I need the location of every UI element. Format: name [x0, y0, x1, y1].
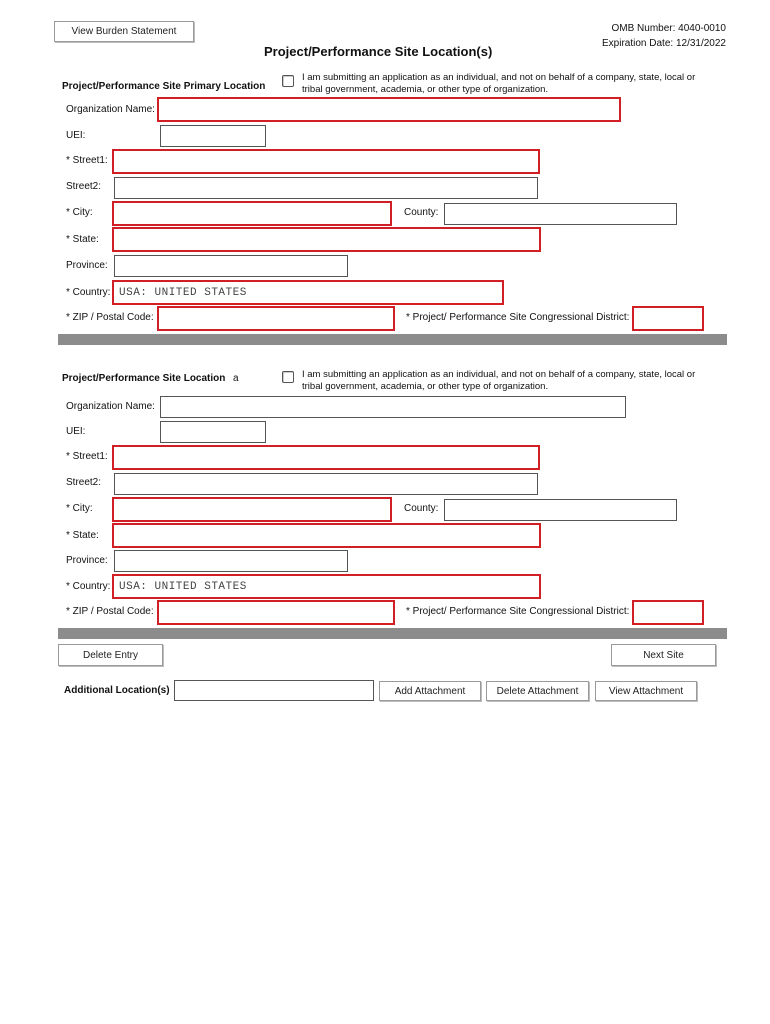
site-a-suffix: a	[233, 373, 239, 384]
site-a-org-name-input[interactable]	[160, 396, 626, 418]
delete-entry-button[interactable]: Delete Entry	[58, 644, 163, 666]
site-a-city-label: * City:	[66, 503, 93, 514]
primary-district-label: * Project/ Performance Site Congressional District:	[406, 312, 630, 323]
site-a-country-label: * Country:	[66, 581, 111, 592]
site-a-county-input[interactable]	[444, 499, 677, 521]
site-a-org-name-label: Organization Name:	[66, 401, 155, 412]
primary-state-label: * State:	[66, 234, 99, 245]
primary-street2-label: Street2:	[66, 181, 102, 192]
site-a-province-input[interactable]	[114, 550, 348, 572]
primary-location-heading: Project/Performance Site Primary Location	[62, 81, 266, 92]
primary-street2-input[interactable]	[114, 177, 538, 199]
primary-uei-label: UEI:	[66, 130, 86, 141]
site-a-street1-input[interactable]	[112, 445, 540, 470]
section-divider-1	[58, 334, 727, 345]
primary-state-input[interactable]	[112, 227, 541, 252]
delete-attachment-button[interactable]: Delete Attachment	[486, 681, 589, 701]
primary-street1-input[interactable]	[112, 149, 540, 174]
site-a-province-label: Province:	[66, 555, 108, 566]
view-burden-statement-button[interactable]: View Burden Statement	[54, 21, 194, 42]
primary-city-input[interactable]	[112, 201, 392, 226]
primary-org-name-input[interactable]	[157, 97, 621, 122]
additional-locations-label: Additional Location(s)	[64, 685, 170, 696]
next-site-button[interactable]: Next Site	[611, 644, 716, 666]
expiration-date: Expiration Date: 12/31/2022	[602, 38, 726, 49]
site-a-zip-input[interactable]	[157, 600, 395, 625]
site-a-country-select[interactable]: USA: UNITED STATES	[112, 574, 541, 599]
primary-zip-label: * ZIP / Postal Code:	[66, 312, 154, 323]
site-a-city-input[interactable]	[112, 497, 392, 522]
primary-org-name-label: Organization Name:	[66, 104, 155, 115]
site-a-state-label: * State:	[66, 530, 99, 541]
primary-city-label: * City:	[66, 207, 93, 218]
site-a-individual-checkbox[interactable]	[282, 371, 294, 383]
site-a-street1-label: * Street1:	[66, 451, 108, 462]
site-a-heading: Project/Performance Site Location	[62, 373, 226, 384]
site-a-district-input[interactable]	[632, 600, 704, 625]
page-title: Project/Performance Site Location(s)	[264, 44, 493, 59]
primary-zip-input[interactable]	[157, 306, 395, 331]
site-a-certification-text: I am submitting an application as an individual, and not on behalf of a company, state, local or tribal government, academia, or other type of organization.	[302, 369, 696, 392]
site-a-district-label: * Project/ Performance Site Congressional District:	[406, 606, 630, 617]
additional-locations-input[interactable]	[174, 680, 374, 701]
primary-country-label: * Country:	[66, 287, 111, 298]
site-a-uei-input[interactable]	[160, 421, 266, 443]
section-divider-2	[58, 628, 727, 639]
site-a-street2-input[interactable]	[114, 473, 538, 495]
primary-district-input[interactable]	[632, 306, 704, 331]
site-a-zip-label: * ZIP / Postal Code:	[66, 606, 154, 617]
site-a-state-input[interactable]	[112, 523, 541, 548]
primary-county-input[interactable]	[444, 203, 677, 225]
view-attachment-button[interactable]: View Attachment	[595, 681, 697, 701]
add-attachment-button[interactable]: Add Attachment	[379, 681, 481, 701]
omb-number: OMB Number: 4040-0010	[611, 23, 726, 34]
site-a-street2-label: Street2:	[66, 477, 102, 488]
primary-street1-label: * Street1:	[66, 155, 108, 166]
primary-certification-text: I am submitting an application as an individual, and not on behalf of a company, state, local or tribal government, academia, or other type of organization.	[302, 72, 696, 95]
primary-country-select[interactable]: USA: UNITED STATES	[112, 280, 504, 305]
site-a-uei-label: UEI:	[66, 426, 86, 437]
primary-county-label: County:	[404, 207, 439, 218]
primary-province-input[interactable]	[114, 255, 348, 277]
primary-individual-checkbox[interactable]	[282, 75, 294, 87]
site-a-county-label: County:	[404, 503, 439, 514]
primary-uei-input[interactable]	[160, 125, 266, 147]
primary-province-label: Province:	[66, 260, 108, 271]
